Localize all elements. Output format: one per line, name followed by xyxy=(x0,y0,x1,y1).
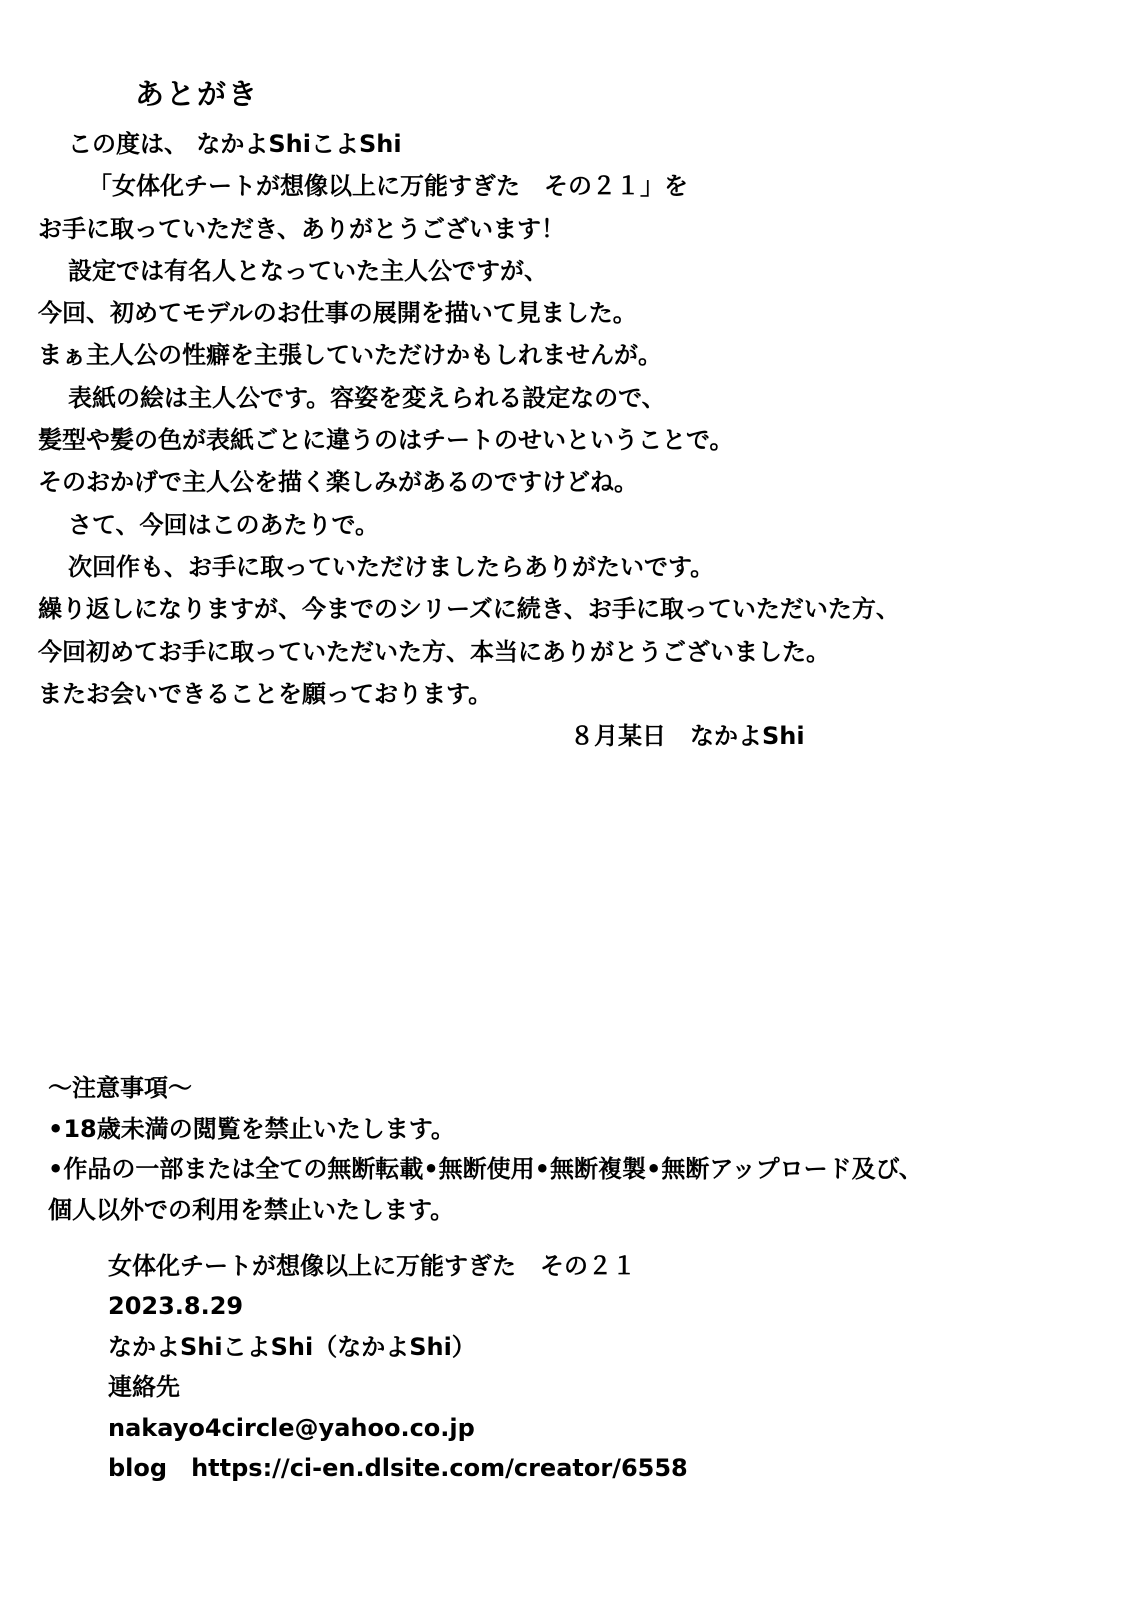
afterword-line: 次回作も、お手に取っていただけましたらありがたいです。 xyxy=(68,552,715,581)
afterword-line: 髪型や髪の色が表紙ごとに違うのはチートのせいということで。 xyxy=(38,426,734,455)
notice-line: •作品の一部または全ての無断転載•無断使用•無断複製•無断アップロード及び、 xyxy=(48,1155,923,1183)
afterword-line: お手に取っていただき、ありがとうございます！ xyxy=(38,214,566,243)
notice-line: 個人以外での利用を禁止いたします。 xyxy=(48,1195,455,1224)
colophon-title: 女体化チートが想像以上に万能すぎた その２１ xyxy=(108,1252,636,1280)
afterword-line: この度は、 なかよShiこよShi xyxy=(68,130,402,158)
afterword-line: 今回、初めてモデルのお仕事の展開を描いて見ました。 xyxy=(38,299,637,328)
colophon-date: 2023.8.29 xyxy=(108,1292,244,1321)
afterword-line: 繰り返しになりますが、今までのシリーズに続き、お手に取っていただいた方、 xyxy=(38,595,900,624)
afterword-title: あとがき xyxy=(135,77,260,111)
afterword-body xyxy=(38,123,1088,757)
notice-heading: 〜注意事項〜 xyxy=(48,1074,192,1102)
afterword-line: 今回初めてお手に取っていただいた方、本当にありがとうございました。 xyxy=(38,637,830,666)
afterword-line: またお会いできることを願っております。 xyxy=(38,679,493,708)
afterword-line: 「女体化チートが想像以上に万能すぎた その２１」を xyxy=(88,172,688,201)
afterword-line: そのおかげで主人公を描く楽しみがあるのですけどね。 xyxy=(38,468,638,497)
colophon-contact-label: 連絡先 xyxy=(108,1373,180,1402)
colophon xyxy=(108,1246,688,1488)
notice-section xyxy=(48,1068,923,1230)
afterword-line: 設定では有名人となっていた主人公ですが、 xyxy=(68,256,548,285)
afterword-line: 表紙の絵は主人公です。容姿を変えられる設定なので、 xyxy=(68,383,666,412)
afterword-line: さて、今回はこのあたりで。 xyxy=(68,510,380,539)
afterword-line: まぁ主人公の性癖を主張していただけかもしれませんが。 xyxy=(38,341,662,370)
afterword-signature: ８月某日 なかよShi xyxy=(570,722,805,751)
colophon-blog: blog https://ci-en.dlsite.com/creator/6558 xyxy=(108,1453,688,1482)
colophon-circle: なかよShiこよShi（なかよShi） xyxy=(108,1332,476,1361)
colophon-email: nakayo4circle@yahoo.co.jp xyxy=(108,1413,475,1442)
notice-line: •18歳未満の閲覧を禁止いたします。 xyxy=(48,1114,455,1143)
